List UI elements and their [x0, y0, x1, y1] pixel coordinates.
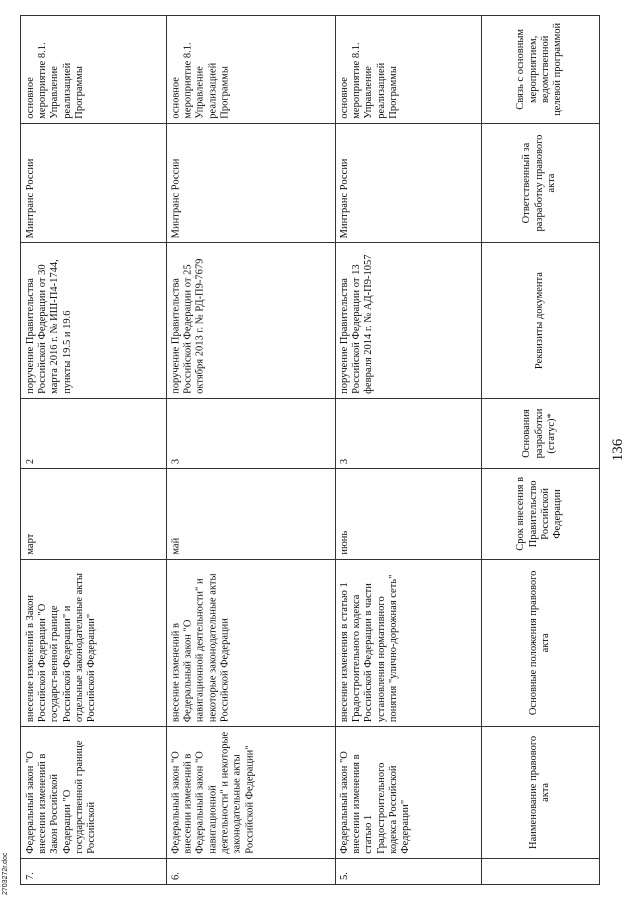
- table-header-row: [482, 16, 600, 885]
- table-row: [21, 16, 167, 885]
- row-main: внесение изменений в Закон Российской Федерации "О государст-венной границе Российской Федерации" и отдельные законодательные акты Российской Федерации": [21, 559, 167, 726]
- row-basis: 3: [335, 398, 481, 468]
- header-responsible: Ответственный за разработку правового акта: [482, 123, 600, 243]
- row-requisites: поручение Правительства Российской Федерации от 30 марта 2016 г. № ИШ-П4-1744, пункты 19.5 и 19.6: [21, 243, 167, 399]
- row-responsible: Минтранс России: [21, 123, 167, 243]
- row-term: июнь: [335, 469, 481, 560]
- table-row: [335, 16, 481, 885]
- row-link: основное мероприятие 8.1. Управление реализацией Программы: [21, 16, 167, 124]
- row-responsible: Минтранс России: [167, 123, 336, 243]
- row-link: основное мероприятие 8.1. Управление реализацией Программы: [167, 16, 336, 124]
- table-row: [167, 16, 336, 885]
- row-number: 5.: [335, 858, 481, 884]
- row-main: внесение изменений в Федеральный закон "О навигационной деятельности" и некоторые законодательные акты Российской Федерации: [167, 559, 336, 726]
- row-number: 6.: [167, 858, 336, 884]
- row-requisites: поручение Правительства Российской Федерации от 13 февраля 2014 г. № АД-П9-1057: [335, 243, 481, 399]
- page-number: 136: [610, 438, 626, 462]
- header-term: Срок внесения в Правительство Российской Федерации: [482, 469, 600, 560]
- legal-acts-table: [20, 15, 600, 885]
- rotated-page: [20, 15, 635, 885]
- row-term: март: [21, 469, 167, 560]
- row-link: основное мероприятие 8.1. Управление реализацией Программы: [335, 16, 481, 124]
- row-basis: 3: [167, 398, 336, 468]
- header-main: Основные положения правового акта: [482, 559, 600, 726]
- row-name: Федеральный закон "О внесении изменения в статью 1 Градостроительного кодекса Российской Федерации": [335, 727, 481, 859]
- row-basis: 2: [21, 398, 167, 468]
- header-name: Наименование правового акта: [482, 727, 600, 859]
- doc-code: 2703272r.doc: [2, 852, 9, 895]
- row-main: внесение изменения в статью 1 Градостроительного кодекса Российской Федерации в части установления нормативного понятия "улично-дорожная сеть": [335, 559, 481, 726]
- header-requisites: Реквизиты документа: [482, 243, 600, 399]
- header-number: [482, 858, 600, 884]
- row-name: Федеральный закон "О внесении изменений в Федеральный закон "О навигационной деятельности" и некоторые законодательные акты Российской Федерации": [167, 727, 336, 859]
- row-requisites: поручение Правительства Российской Федерации от 25 октября 2013 г. № РД-П9-7679: [167, 243, 336, 399]
- header-link: Связь с основным мероприятием, ведомственной целевой программой: [482, 16, 600, 124]
- row-number: 7.: [21, 858, 167, 884]
- row-term: май: [167, 469, 336, 560]
- row-responsible: Минтранс России: [335, 123, 481, 243]
- header-basis: Основания разработки (статус)*: [482, 398, 600, 468]
- row-name: Федеральный закон "О внесении изменений в Закон Российской Федерации "О государственной границе Российской: [21, 727, 167, 859]
